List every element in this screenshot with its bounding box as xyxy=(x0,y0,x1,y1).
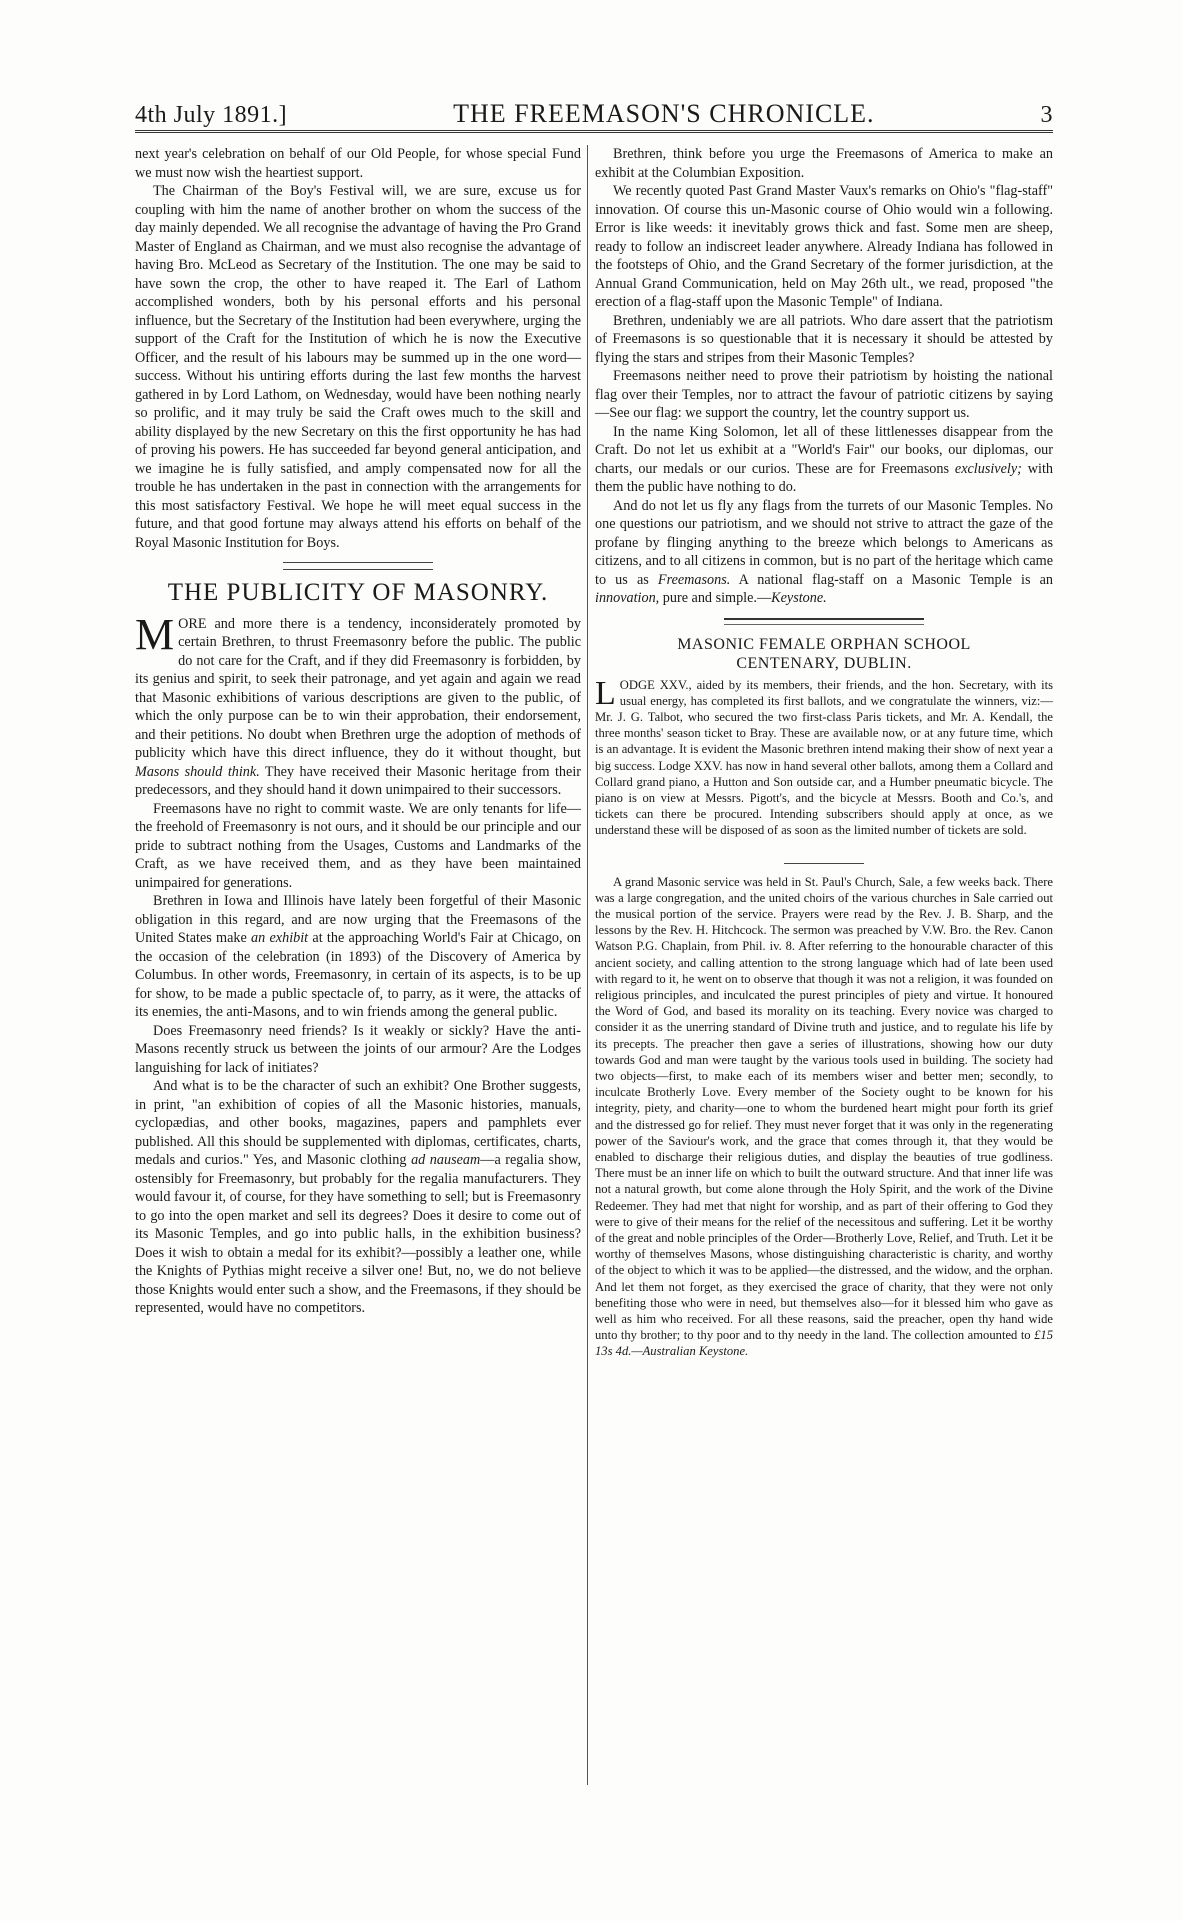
paragraph: Freemasons neither need to prove their patriotism by hoisting the national flag over their Temples, nor to attract the favour of patriotic citizens by saying—See our flag: we support the country, let the country support us. xyxy=(595,368,1053,421)
right-column xyxy=(595,145,1053,1360)
section-rule xyxy=(784,863,864,864)
running-head xyxy=(135,95,1053,129)
drop-cap: L xyxy=(595,674,616,712)
paragraph: And do not let us fly any flags from the turrets of our Masonic Temples. No one questions our patriotism, and we should not strive to attract the gaze of the profane by flinging anything to the breeze which belongs to Americans as citizens, and to all citizens in common, but is no part of the heritage which came to us as Freemasons. A national flag-staff on a Masonic Temple is an innovation, pure and simple.—Keystone. xyxy=(595,497,1054,606)
header-rule xyxy=(135,130,1053,133)
article-title: THE PUBLICITY OF MASONRY. xyxy=(167,579,549,606)
paragraph: A grand Masonic service was held in St. Paul's Church, Sale, a few weeks back. There was a large congregation, and the united choirs of the various churches in Sale carried out the musical portion of the service. Prayers were read by the Rev. J. B. Sharp, and the lessons by the Rev. H. Hitchcock. The sermon was preached by V.W. Bro. the Rev. Canon Watson P.G. Chaplain, from Phil. iv. 8. After referring to the honourable character of this ancient society, and calling attention to the strong language which had of late been used with regard to it, he went on to observe that though it was not a religion, it was founded on religious principles, and inculcated the purest principles of piety and virtue. It honoured the Word of God, and based its morality on its teaching. Every novice was charged to consider it as the unerring standard of Divine truth and justice, and to regulate his life by its precepts. The preacher then gave a series of illustrations, showing how our duty towards God and man were taught by the various tools used in building. The society had two objects—first, to make each of its members wiser and better men; secondly, to inculcate Brotherly Love. Every member of the Society ought to be known for his integrity, piety, and charity—one to whom the burdened heart might pour forth its grief and the distressed go for relief. They must never forget that it was only in the regenerating power of the Saviour's work, and the grace that comes through it, that they would be enabled to discharge their religious duties, and display the beauties of true godliness. There must be an inner life on which to built the outward structure. And that inner life was not a natural growth, but come alone through the Holy Spirit, and the work of the Divine Redeemer. They had met that night for worship, and as part of their offering to God they were to give of their means for the relief of the necessitous and suffering. Let it be worthy of the great and noble principles of the Order—Brotherly Love, Relief, and Truth. Let it be worthy of themselves Masons, whose distinguishing characteristic is charity, and worthy of the object to which it was to be applied—the distressed, and the widow, and the orphan. And let them not forget, as they exercised the grace of charity, that they were not only benefiting those who were in need, but themselves also—for it blessed him who gave as well as him who received. For all these reasons, said the preacher, open thy hand wide unto thy brother; to thy poor and to thy needy in the land. The collection amounted to £15 13s 4d.—Australian Keystone. xyxy=(595,874,1053,1359)
page-number: 3 xyxy=(1040,102,1053,128)
publication-title: THE FREEMASON'S CHRONICLE. xyxy=(453,99,875,128)
paragraph: next year's celebration on behalf of our Old People, for whose special Fund we must now wish the heartiest support. xyxy=(135,146,581,181)
column-divider xyxy=(587,145,588,1785)
section-rule xyxy=(283,562,433,570)
article-title: MASONIC FEMALE ORPHAN SCHOOL CENTENARY, DUBLIN. xyxy=(677,635,971,672)
paragraph: MORE and more there is a tendency, inconsiderately promoted by certain Brethren, to thrust Freemasonry before the public. The public do not care for the Craft, and if they did Freemasonry is forbidden, by its genius and spirit, to seek their patronage, and yet again and again we read that Masonic exhibitions of various descriptions are given to the public, of which the only purpose can be to win their approbation, their endorsement, and their petitions. No doubt when Brethren urge the adoption of methods of publicity which have this direct influence, they do it without thought, but Masons should think. They have received their Masonic heritage from their predecessors, and they should hand it down unimpaired to their successors. xyxy=(135,609,581,798)
paragraph: The Chairman of the Boy's Festival will, we are sure, excuse us for coupling with him the name of another brother on whom the success of the day mainly depended. We all recognise the advantage of having the Pro Grand Master of England as Chairman, and we must also recognise the advantage of having Bro. McLeod as Secretary of the Institution. The one may be said to have sown the crop, the other to have reaped it. The Earl of Lathom accomplished wonders, both by his personal efforts and his personal influence, but the Secretary of the Institution had been everywhere, urging the support of the Craft for the Institution of which he is now the Executive Officer, and the result of his labours may be summed up in the one word—success. Without his untiring efforts during the last few months the harvest gathered in by Lord Lathom, on Wednesday, would have been nothing nearly so prolific, and it may truly be said the Craft owes much to the skill and ability displayed by the new Secretary on this the first opportunity he has had of proving his powers. He has succeeded far beyond general anticipation, and we imagine he is fully satisfied, and amply compensated now for all the trouble he has undertaken in the past in connection with the arrangements for this most satisfactory Festival. We hope he will meet equal success in the future, and that good fortune may always attend his efforts on behalf of the Royal Masonic Institution for Boys. xyxy=(135,183,581,551)
paragraph: In the name King Solomon, let all of these littlenesses disappear from the Craft. Do not let us exhibit at a "World's Fair" our books, our diplomas, our charts, our medals or our curios. These are for Freemasons exclusively; with them the public have nothing to do. xyxy=(595,423,1053,495)
left-column xyxy=(135,145,581,1318)
paragraph: Brethren, undeniably we are all patriots. Who dare assert that the patriotism of Freemasons is so questionable that it is necessary it should be attested by flying the stars and stripes from their Masonic Temples? xyxy=(595,312,1053,366)
section-rule xyxy=(724,618,924,625)
spacer xyxy=(595,839,1053,853)
paragraph: Freemasons have no right to commit waste. We are only tenants for life—the freehold of Freemasonry is not ours, and it should be our principle and our pride to subtract nothing from the Usages, Customs and Landmarks of the Craft, as we have received them, and as they have been maintained unimpaired for generations. xyxy=(135,800,581,891)
paragraph: LODGE XXV., aided by its members, their friends, and the hon. Secretary, with its usual energy, has completed its first ballots, and we congratulate the winners, viz:—Mr. J. G. Talbot, who secured the two first-class Paris tickets, and Mr. A. Kendall, the three months' season ticket to Bray. These are available now, or at any future time, which is an advantage. It is evident the Masonic brethren intend making their show of next year a big success. Lodge XXV. has now in hand several other ballots, among them a Collard and Collard grand piano, a Hutton and Son outside car, and a Humber pneumatic bicycle. The piano is on view at Messrs. Pigott's, and the bicycle at Messrs. Booth and Co.'s, and tickets can there be procured. Intending subscribers should apply at once, as we understand these will be disposed of as soon as the limited number of tickets are sold. xyxy=(595,674,1053,838)
paragraph: Brethren in Iowa and Illinois have lately been forgetful of their Masonic obligation in this regard, and are now urging that the Freemasons of the United States make an exhibit at the approaching World's Fair at Chicago, on the occasion of the celebration (in 1893) of the Discovery of America by Columbus. In other words, Freemasonry, in certain of its aspects, is to be up for show, to be made a public spectacle of, to parry, as it were, the attacks of its enemies, the anti-Masons, and to win friends among the general public. xyxy=(135,893,582,1020)
drop-cap: M xyxy=(135,609,175,659)
paragraph: We recently quoted Past Grand Master Vaux's remarks on Ohio's "flag-staff" innovation. Of course this un-Masonic course of Ohio would win a following. Error is like weeds: it inevitably grows thick and fast. Some men are sheep, ready to follow an indiscreet leader anywhere. Already Indiana has followed in the footsteps of Ohio, and the Grand Secretary of the former jurisdiction, at the Annual Grand Communication, held on May 26th ult., we read, proposed "the erection of a flag-staff upon the Masonic Temple" of Indiana. xyxy=(595,183,1053,310)
paragraph: And what is to be the character of such an exhibit? One Brother suggests, in print, "an exhibition of copies of all the Masonic histories, manuals, cyclopædias, and other books, magazines, papers and pamphlets ever published. All this should be supplemented with diplomas, certificates, charts, medals and curios." Yes, and Masonic clothing ad nauseam—a regalia show, ostensibly for Freemasonry, but probably for the regalia manufacturers. They would favour it, of course, for they have something to sell; but is Freemasonry to go into the open market and sell its degrees? Does it desire to come out of its Masonic Temples, and go into public halls, in the exhibition business? Does it wish to obtain a medal for its exhibit?—possibly a leather one, while the Knights of Pythias might receive a silver one! But, no, we do not believe those Knights would enter such a show, and the Freemasons, if they should be represented, would have no competitors. xyxy=(135,1078,582,1316)
issue-date: 4th July 1891.] xyxy=(135,102,288,128)
paragraph: Does Freemasonry need friends? Is it weakly or sickly? Have the anti-Masons recently struck us between the joints of our armour? Are the Lodges languishing for lack of initiates? xyxy=(135,1022,581,1076)
paragraph: Brethren, think before you urge the Freemasons of America to make an exhibit at the Columbian Exposition. xyxy=(595,146,1053,181)
